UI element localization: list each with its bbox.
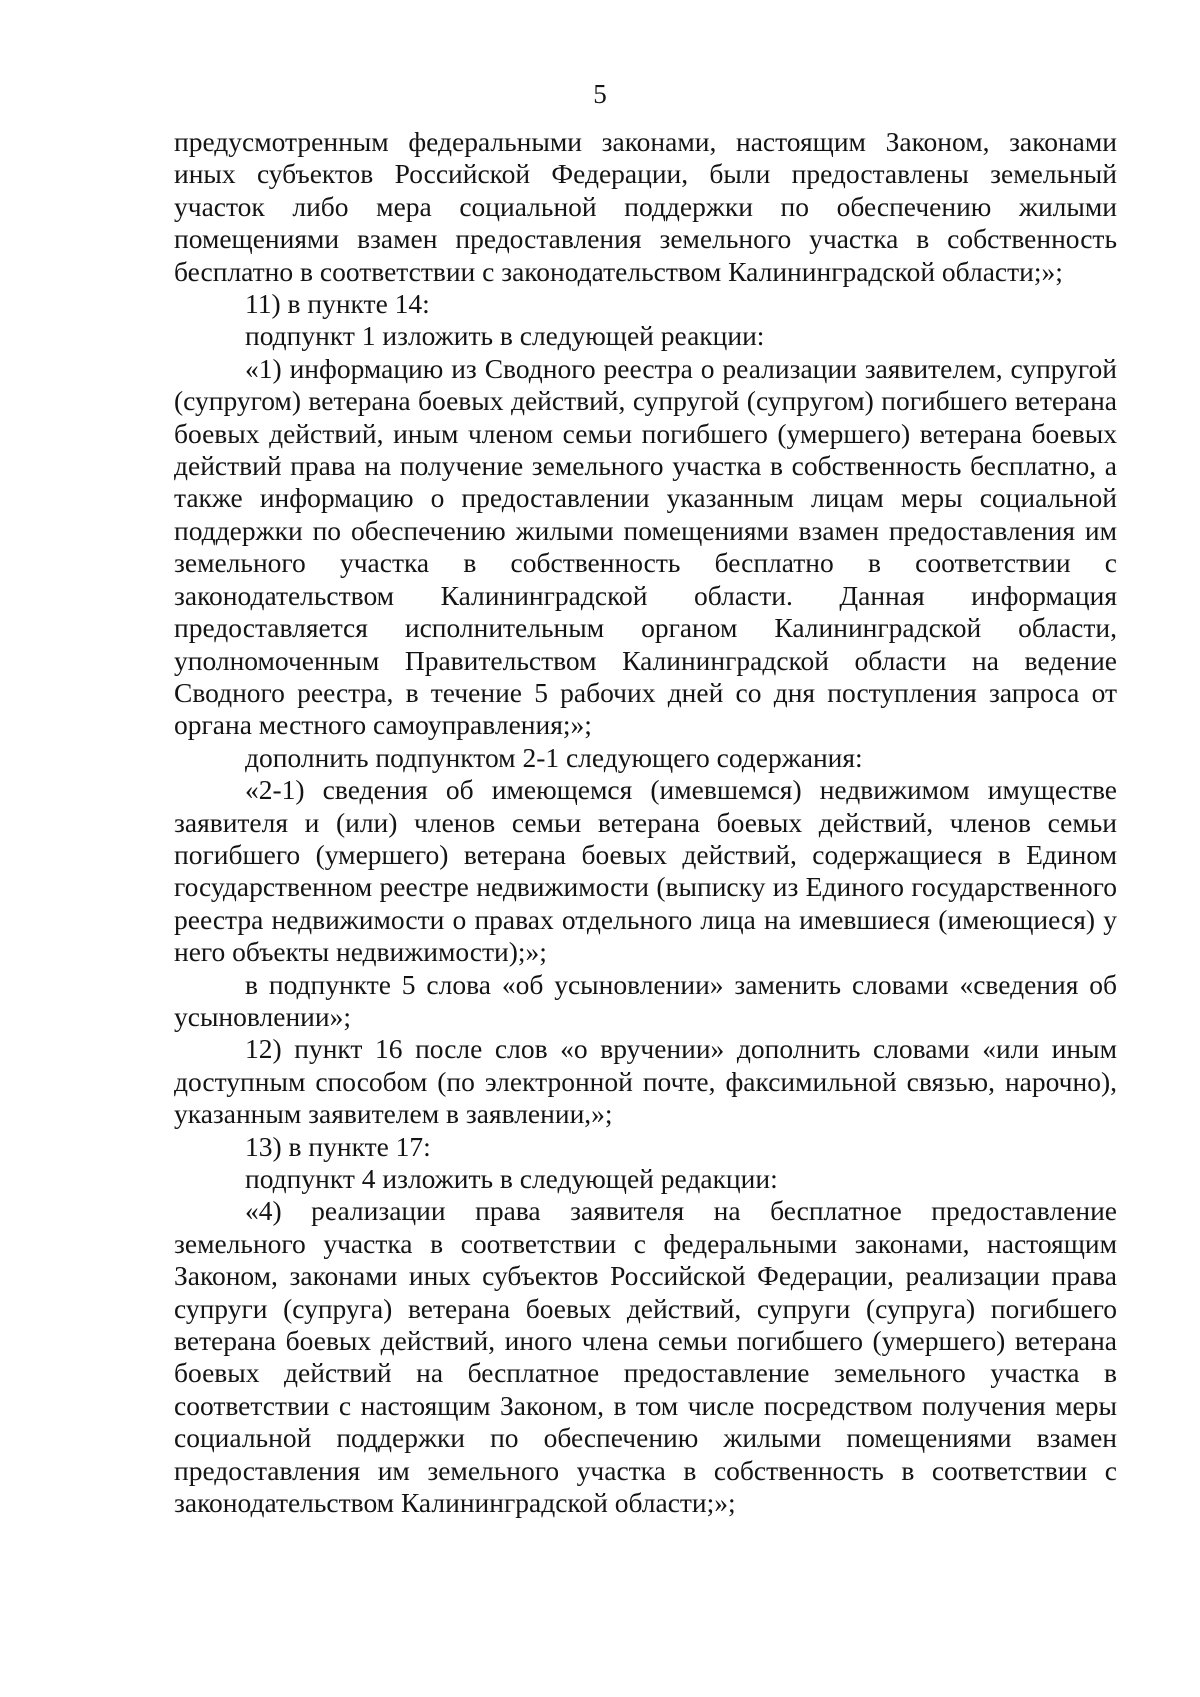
paragraph: подпункт 4 изложить в следующей редакции: [245, 1163, 778, 1194]
document-body [174, 126, 1117, 1519]
paragraph: в подпункте 5 слова «об усыновлении» заменить словами «сведения об усыновлении»; [174, 968, 1117, 1032]
paragraph: «1) информацию из Сводного реестра о реализации заявителем, супругой (супругом) ветерана боевых действий, супругой (супругом) погибшего ветерана боевых действий, иным членом семьи погибшего (умершего) ветерана боевых действий права на получение земельного участка в собственность бесплатно, а также информацию о предоставлении указанным лицам меры социальной поддержки по обеспечению жилыми помещениями взамен предоставления им земельного участка в собственность бесплатно в соответствии с законодательством Калининградской области. Данная информация предоставляется исполнительным органом Калининградской области, уполномоченным Правительством Калининградской области на ведение Сводного реестра, в течение 5 рабочих дней со дня поступления запроса от органа местного самоуправления;»; [174, 352, 1117, 741]
paragraph: 13) в пункте 17: [245, 1130, 431, 1162]
paragraph: «2-1) сведения об имеющемся (имевшемся) недвижимом имуществе заявителя и (или) членов семьи ветерана боевых действий, членов семьи погибшего (умершего) ветерана боевых действий, содержащиеся в Едином государственном реестре недвижимости (выписку из Единого государственного реестра недвижимости о правах отдельного лица на имевшиеся (имеющиеся) у него объекты недвижимости);»; [174, 774, 1117, 968]
paragraph: «4) реализации права заявителя на бесплатное предоставление земельного участка в соответствии с федеральными законами, настоящим Законом, законами иных субъектов Российской Федерации, реализации права супруги (супруга) ветерана боевых действий, супруги (супруга) погибшего ветерана боевых действий, иного члена семьи погибшего (умершего) ветерана боевых действий на бесплатное предоставление земельного участка в соответствии с настоящим Законом, в том числе посредством получения меры социальной поддержки по обеспечению жилыми помещениями взамен предоставления им земельного участка в собственность в соответствии с законодательством Калининградской области;»; [174, 1195, 1117, 1519]
paragraph: предусмотренным федеральными законами, настоящим Законом, законами иных субъектов Российской Федерации, были предоставлены земельный участок либо мера социальной поддержки по обеспечению жилыми помещениями взамен предоставления земельного участка в собственность бесплатно в соответствии с законодательством Калининградской области;»; [174, 126, 1117, 287]
paragraph: 12) пункт 16 после слов «о вручении» дополнить словами «или иным доступным способом (по электронной почте, факсимильной связью, нарочно), указанным заявителем в заявлении,»; [174, 1033, 1117, 1130]
paragraph: подпункт 1 изложить в следующей реакции: [245, 320, 765, 352]
paragraph: дополнить подпунктом 2-1 следующего содержания: [245, 741, 863, 773]
page-number: 5 [593, 79, 607, 109]
paragraph: 11) в пункте 14: [245, 288, 430, 320]
